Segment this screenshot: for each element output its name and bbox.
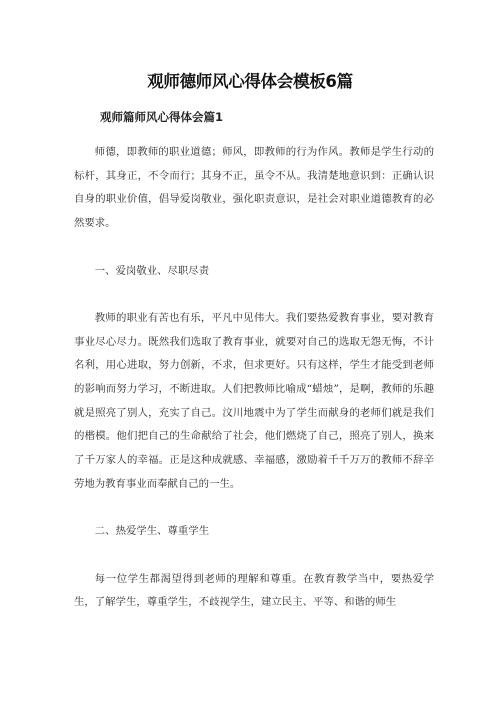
paragraph-dedication: 教师的职业有苦也有乐，平凡中见伟大。我们要热爱教育事业，要对教育事业尽心尽力。既然我们选取了教育事业，就要对自己的选取无怨无悔，不计名利，用心进取，努力创新，不求，但求更好。只有这样，学生才能受到老师的影响而努力学习，不断进取。人们把教师比喻成“蜡烛”，是啊，教师的乐趣就是照亮了别人，充实了自己。汶川地震中为了学生而献身的老师们就是我们的楷模。他们把自己的生命献给了社会，他们燃烧了自己，照亮了别人，换来了千万家人的幸福。正是这种成就感、幸福感，激励着千千万万的教师不辞辛劳地为教育事业而奉献自己的一生。: [74, 311, 434, 490]
paragraph-gap: [74, 283, 434, 307]
paragraph-intro: 师德，即教师的职业道德；师风，即教师的行为作风。教师是学生行动的标杆，其身正，不令而行；其身不正，虽令不从。我清楚地意识到：正确认识自身的职业价值，倡导爱岗敬业，强化职责意识，是社会对职业道德教育的必然要求。: [74, 146, 434, 230]
paragraph-gap: [74, 544, 434, 568]
section-title: 观师篇师风心得体会篇1: [100, 110, 224, 124]
heading-respect-students: 二、热爱学生、尊重学生: [94, 525, 210, 538]
paragraph-gap: [74, 497, 434, 521]
document-body: [74, 141, 434, 615]
heading-dedication: 一、爱岗敬业、尽职尽责: [94, 264, 210, 277]
document-title: 观师德师风心得体会模板6篇: [147, 72, 353, 91]
paragraph-gap: [74, 236, 434, 260]
paragraph-respect-students: 每一位学生都渴望得到老师的理解和尊重。在教育教学当中，要热爱学生，了解学生，尊重学生，不歧视学生，建立民主、平等、和谐的师生: [74, 572, 434, 609]
